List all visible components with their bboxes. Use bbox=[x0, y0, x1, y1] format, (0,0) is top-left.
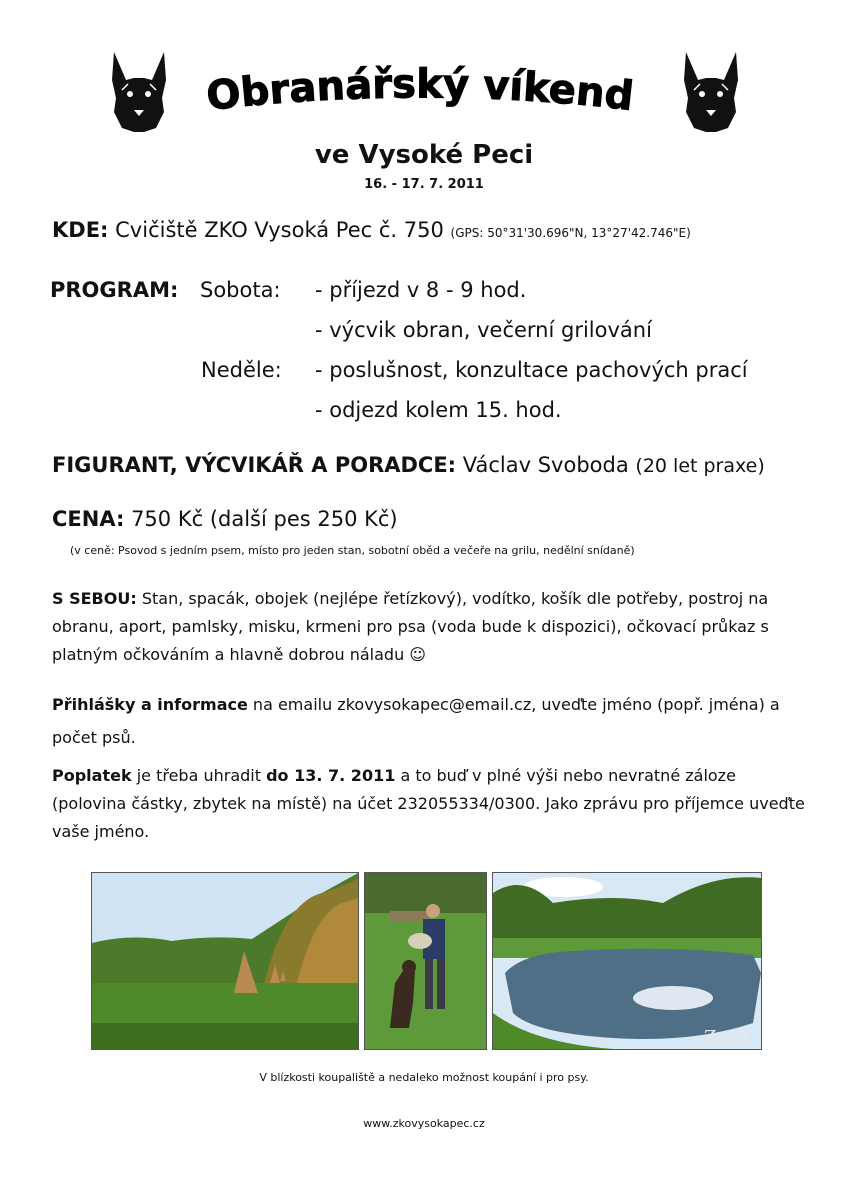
program-item: - odjezd kolem 15. hod. bbox=[315, 398, 562, 422]
bring-along-text: Stan, spacák, obojek (nejlépe řetízkový), vodítko, košík dle potřeby, postroj na obranu, aport, pamlsky, misku, krmeni pro psa (voda bude k dispozici), očkovací průkaz s platným očkováním a hlavně dobrou náladu ☺ bbox=[52, 589, 769, 664]
fee-text-rest: a to buď v plné výši nebo nevratné záloze (polovina částky, zbytek na místě) na účet 232055334/0300. Jako zprávu pro příjemce uveďte vaše jméno. bbox=[52, 766, 805, 841]
program-label: PROGRAM: bbox=[50, 278, 179, 302]
event-dates: 16. - 17. 7. 2011 bbox=[364, 177, 484, 192]
registration-text: na emailu zkovysokapec@email.cz, uveďte jméno (popř. jména) a počet psů. bbox=[52, 695, 780, 747]
subtitle: ve Vysoké Peci bbox=[314, 140, 534, 170]
bring-along-paragraph bbox=[52, 585, 812, 669]
photo-training-field bbox=[91, 872, 359, 1050]
svg-text:Obranářský víkend: Obranářský víkend bbox=[204, 61, 636, 120]
program-day-saturday: Sobota: bbox=[200, 278, 281, 302]
fee-text: je třeba uhradit bbox=[136, 766, 261, 785]
photo-caption: V blízkosti koupaliště a nedaleko možnost koupání i pro psy. bbox=[259, 1071, 589, 1084]
program-item: - výcvik obran, večerní grilování bbox=[315, 318, 652, 342]
fee-label: Poplatek bbox=[52, 766, 132, 785]
website-link[interactable]: www.zkovysokapec.cz bbox=[363, 1117, 485, 1130]
gps-coordinates: (GPS: 50°31'30.696"N, 13°27'42.746"E) bbox=[450, 226, 691, 240]
program-day-sunday: Neděle: bbox=[201, 358, 282, 382]
trainer-label: FIGURANT, VÝCVIKÁŘ A PORADCE: bbox=[52, 453, 457, 477]
page-title bbox=[150, 55, 690, 135]
location-label: KDE: bbox=[52, 218, 109, 242]
price-line bbox=[52, 507, 398, 531]
fee-paragraph bbox=[52, 762, 812, 846]
price-note: (v ceně: Psovod s jedním psem, místo pro jeden stan, sobotní oběd a večeře na grilu, nedělní snídaně) bbox=[70, 544, 635, 557]
registration-label: Přihlášky a informace bbox=[52, 695, 248, 714]
trainer-note: (20 let praxe) bbox=[635, 455, 765, 477]
price-value: 750 Kč (další pes 250 Kč) bbox=[131, 507, 398, 531]
price-label: CENA: bbox=[52, 507, 125, 531]
location-place: Cvičiště ZKO Vysoká Pec č. 750 bbox=[115, 218, 444, 242]
program-item: - příjezd v 8 - 9 hod. bbox=[315, 278, 527, 302]
trainer-name: Václav Svoboda bbox=[462, 453, 629, 477]
fee-deadline: do 13. 7. 2011 bbox=[266, 766, 396, 785]
photo-watermark: Zevit bbox=[703, 1027, 750, 1048]
photo-pond bbox=[492, 872, 762, 1050]
registration-paragraph bbox=[52, 688, 812, 754]
program-item: - poslušnost, konzultace pachových prací bbox=[315, 358, 748, 382]
trainer-line bbox=[52, 453, 765, 477]
bring-along-label: S SEBOU: bbox=[52, 589, 137, 608]
photo-dog-training bbox=[364, 872, 487, 1050]
location-line bbox=[52, 218, 691, 242]
